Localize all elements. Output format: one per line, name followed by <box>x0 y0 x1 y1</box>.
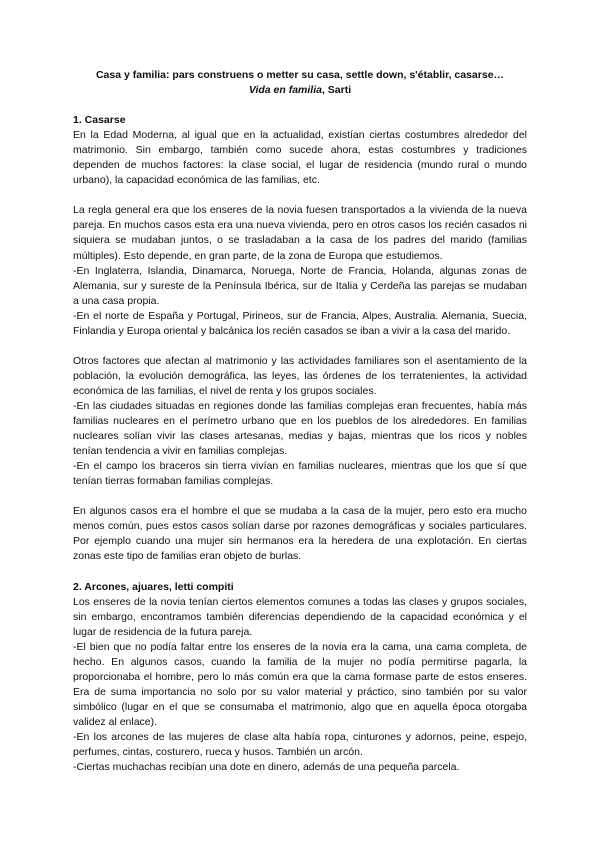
section-casarse <box>73 113 527 579</box>
paragraph: -En el norte de España y Portugal, Pirineos, sur de Francia, Alpes, Australia. Alemania, Suecia, Finlandia y Europa oriental y balcánica los recién casados se iban a vivir a la casa del marido. <box>73 309 527 337</box>
paragraph: La regla general era que los enseres de la novia fuesen transportados a la vivienda de la nueva pareja. En muchos casos esta era una nueva vivienda, pero en otros casos los recién casados ni siquiera se mudaban juntos, o se trasladaban a la casa de los padres del marido (familias múltiples). Esto depende, en gran parte, de la zona de Europa que estudiemos. <box>73 204 527 262</box>
section-heading: 1. Casarse <box>73 114 126 127</box>
paragraph: -El bien que no podía faltar entre los enseres de la novia era la cama, una cama completa, de hecho. En algunos casos, cuando la familia de la mujer no podía permitirse pagarla, la proporcionaba el hombre, pero lo más común era que la cama formase parte de estos enseres. Era de suma importancia no solo por su valor material y práctico, sino también por su valor simbólico (lugar en el que se consumaba el matrimonio, algo que en aquella época otorgaba validez al enlace). <box>73 640 527 728</box>
paragraph: Otros factores que afectan al matrimonio y las actividades familiares son el asentamiento de la población, la evolución demográfica, las leyes, las órdenes de los terratenientes, la actividad económica de las familias, el nivel de renta y los grupos sociales. <box>73 354 527 397</box>
paragraph: -En los arcones de las mujeres de clase alta había ropa, cinturones y adornos, peine, espejo, perfumes, cintas, costurero, rueca y husos. También un arcón. <box>73 731 527 759</box>
document-subtitle <box>73 83 527 98</box>
paragraph: Los enseres de la novia tenían ciertos elementos comunes a todas las clases y grupos sociales, sin embargo, encontramos también diferencias dependiendo de la capacidad económica y el lugar de residencia de la futura pareja. <box>73 595 527 638</box>
paragraph: -En Inglaterra, Islandia, Dinamarca, Noruega, Norte de Francia, Holanda, algunas zonas de Alemania, sur y sureste de la Península Ibérica, sur de Italia y Cerdeña las parejas se mudaban a una casa propia. <box>73 264 527 307</box>
paragraph-gap <box>73 339 527 354</box>
paragraph-gap <box>73 188 527 203</box>
section-heading: 2. Arcones, ajuares, letti compiti <box>73 580 234 593</box>
paragraph: -En las ciudades situadas en regiones donde las familias complejas eran frecuentes, había más familias nucleares en el perímetro urbano que en los pueblos de los alrededores. En familias nucleares solían vivir las clases artesanas, medias y bajas, mientras que los ricos y nobles tenían tendencia a vivir en familias complejas. <box>73 399 527 458</box>
subtitle-book-title: Vida en familia <box>248 84 322 97</box>
document-page <box>73 68 527 775</box>
paragraph: -Ciertas muchachas recibían una dote en dinero, además de una pequeña parcela. <box>73 761 460 774</box>
section-arcones <box>73 580 527 776</box>
paragraph: En algunos casos era el hombre el que se mudaba a la casa de la mujer, pero esto era mucho menos común, pues estos casos solían darse por razones demográficas y sociales particulares. Por ejemplo cuando una mujer sin hermanos era la heredera de una explotación. En ciertas zonas este tipo de familias eran objeto de burlas. <box>73 505 527 563</box>
paragraph: -En el campo los braceros sin tierra vivían en familias nucleares, mientras que los que sí que tenían tierras formaban familias complejas. <box>73 460 527 488</box>
paragraph-gap <box>73 565 527 580</box>
paragraph-gap <box>73 489 527 504</box>
document-title: Casa y familia: pars construens o metter su casa, settle down, s'établir, casarse… <box>95 69 505 81</box>
paragraph: En la Edad Moderna, al igual que en la actualidad, existían ciertas costumbres alrededor del matrimonio. Sin embargo, también como sucede ahora, estas costumbres y tradiciones dependen de muchos factores: la clase social, el lugar de residencia (mundo rural o mundo urbano), la capacidad económica de las familias, etc. <box>73 129 527 187</box>
subtitle-author: , Sarti <box>321 84 352 97</box>
